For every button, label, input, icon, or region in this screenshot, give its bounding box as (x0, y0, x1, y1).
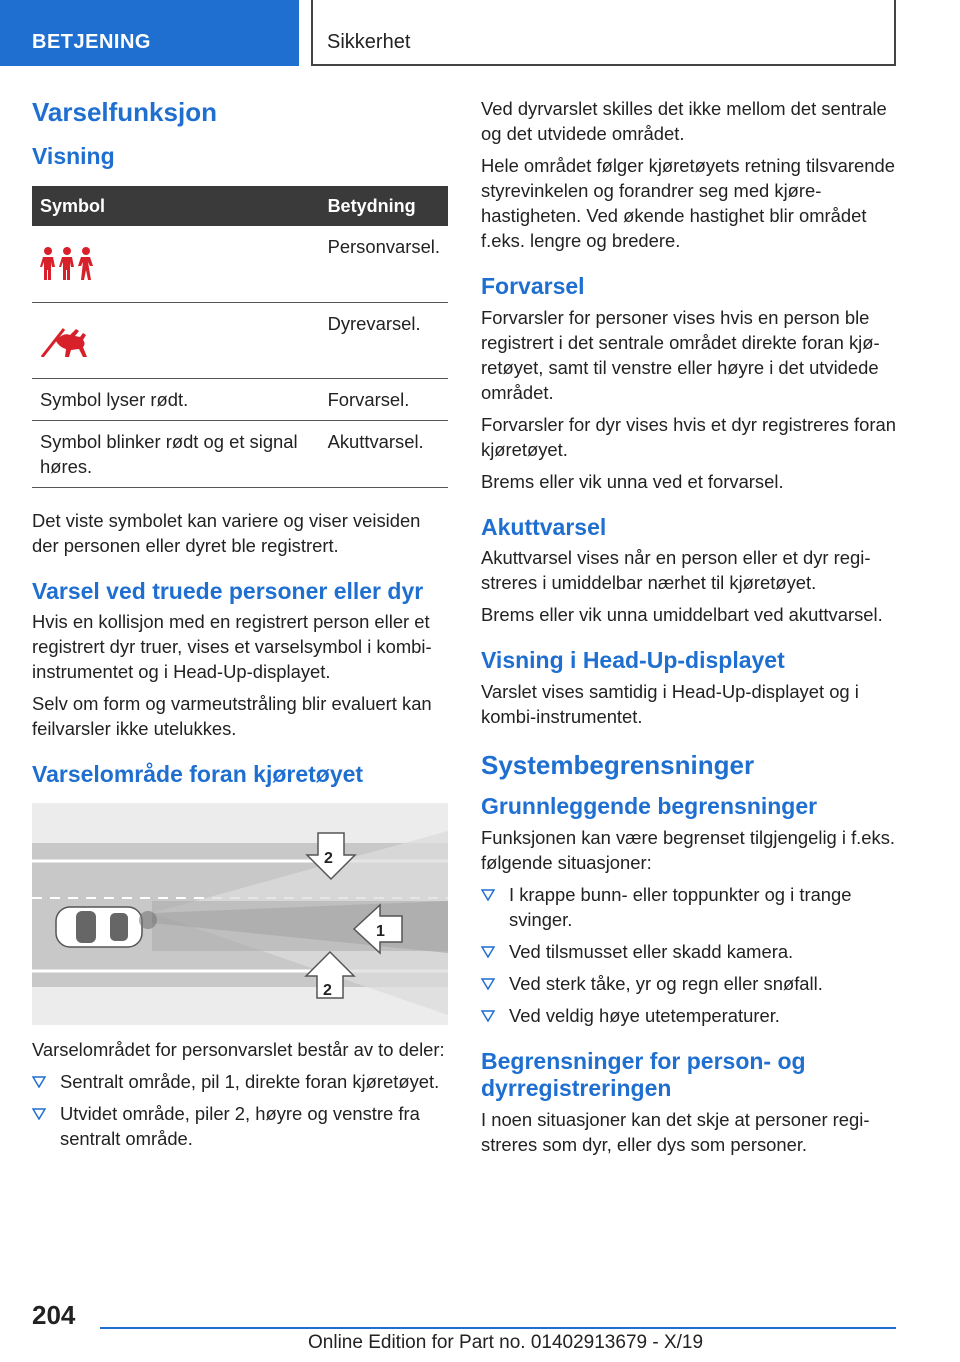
list-item: Ved sterk tåke, yr og regn eller snøfall. (481, 971, 897, 996)
table-cell-symbol: Symbol blinker rødt og et signal høres. (32, 420, 320, 487)
right-column (481, 96, 897, 1164)
page-header (0, 0, 960, 66)
left-column (32, 96, 448, 1158)
heading-system-limits: Systembegrensninger (481, 749, 755, 780)
table-row (32, 420, 448, 487)
table-cell-meaning: Forvarsel. (320, 378, 448, 420)
bullet-triangle-icon (32, 1076, 46, 1088)
page-number: 204 (32, 1300, 76, 1330)
bullet-triangle-icon (481, 946, 495, 958)
svg-text:1: 1 (376, 922, 385, 940)
table-cell-meaning: Akuttvarsel. (320, 420, 448, 487)
table-header-row (32, 186, 448, 226)
paragraph: Brems eller vik unna umiddelbart ved akuttvarsel. (481, 604, 883, 626)
warning-area-svg (32, 803, 448, 1025)
paragraph: Varslet vises samtidig i Head-Up-displayet og i kombi-instrumentet. (481, 680, 859, 727)
bullet-triangle-icon (32, 1108, 46, 1120)
page-title: Varselfunksjon (32, 97, 217, 127)
table-cell-meaning: Dyrevarsel. (320, 302, 448, 378)
section-tab: BETJENING (0, 0, 299, 66)
paragraph: Varselområdet for personvarslet består av to deler: (32, 1038, 445, 1060)
heading-basic-limits: Grunnleggende begrensninger (481, 793, 818, 820)
paragraph: Hvis en kollisjon med en registrert person eller et registrert dyr truer, vises et varselsymbol i kombiinstrumentet og i Head-Up-displayet. (32, 611, 432, 683)
table-cell-symbol (32, 302, 320, 378)
table-row (32, 226, 448, 302)
table-header-meaning: Betydning (320, 186, 448, 226)
paragraph: Brems eller vik unna ved et forvarsel. (481, 470, 784, 492)
heading-hud: Visning i Head-Up-displayet (481, 647, 785, 674)
limits-list (481, 882, 897, 1028)
list-item: I krappe bunn- eller toppunkter og i trange svinger. (481, 882, 897, 932)
table-row (32, 378, 448, 420)
table-cell-symbol (32, 226, 320, 302)
heading-akuttvarsel: Akuttvarsel (481, 513, 607, 540)
bullet-triangle-icon (481, 1010, 495, 1022)
paragraph: Funksjonen kan være begrenset tilgjengelig i f.eks. følgende situasjoner: (481, 826, 896, 873)
table-cell-meaning: Personvarsel. (320, 226, 448, 302)
heading-threat: Varsel ved truede personer eller dyr (32, 577, 424, 604)
animal-warning-icon (40, 323, 94, 357)
table-header-symbol: Symbol (32, 186, 320, 226)
heading-detection-limits: Begrensninger for person- og dyrregistreringen (481, 1047, 806, 1102)
chapter-title: Sikkerhet (311, 0, 896, 66)
area-list (32, 1069, 448, 1151)
paragraph: Forvarsler for personer vises hvis en person ble registrert i det sentrale området direkte foran kjøretøyet, samt til venstre eller høyre i det utvidede området. (481, 306, 880, 403)
footer-divider (100, 1327, 896, 1329)
list-item: Utvidet område, piler 2, høyre og venstre fra sentralt område. (32, 1101, 448, 1151)
paragraph: Selv om form og varmeutstråling blir evaluert kan feilvarsler ikke utelukkes. (32, 693, 432, 740)
page-footer (0, 1296, 960, 1362)
bullet-triangle-icon (481, 978, 495, 990)
persons-warning-icon (40, 246, 94, 280)
paragraph: Ved dyrvarslet skilles det ikke mellom det sentrale og det utvidede området. (481, 98, 887, 144)
paragraph: Hele området følger kjøretøyets retning tilsvarende styrevinkelen og forandrer seg med kjørehastigheten. Ved økende hastighet blir området f.eks. lengre og bredere. (481, 155, 895, 251)
paragraph: Det viste symbolet kan variere og viser veisiden der personen eller dyret ble registrert. (32, 509, 421, 556)
edition-text: Online Edition for Part no. 01402913679 - X/19 (308, 1332, 704, 1353)
svg-text:2: 2 (323, 981, 332, 999)
heading-warning-area: Varselområde foran kjøretøyet (32, 761, 364, 788)
heading-forvarsel: Forvarsel (481, 273, 585, 299)
table-cell-symbol: Symbol lyser rødt. (32, 378, 320, 420)
heading-visning: Visning (32, 142, 115, 169)
table-row (32, 302, 448, 378)
list-item: Sentralt område, pil 1, direkte foran kjøretøyet. (32, 1069, 448, 1094)
list-item: Ved veldig høye utetemperaturer. (481, 1003, 897, 1028)
list-item: Ved tilsmusset eller skadd kamera. (481, 939, 897, 964)
svg-text:2: 2 (324, 849, 333, 867)
warning-area-diagram (32, 803, 448, 1025)
bullet-triangle-icon (481, 889, 495, 901)
paragraph: I noen situasjoner kan det skje at personer registreres som dyr, eller dys som personer. (481, 1109, 870, 1156)
symbol-table (32, 186, 448, 488)
paragraph: Akuttvarsel vises når en person eller et dyr registreres i umiddelbar nærhet til kjøretøyet. (481, 547, 871, 594)
paragraph: Forvarsler for dyr vises hvis et dyr registreres foran kjøretøyet. (481, 413, 896, 460)
